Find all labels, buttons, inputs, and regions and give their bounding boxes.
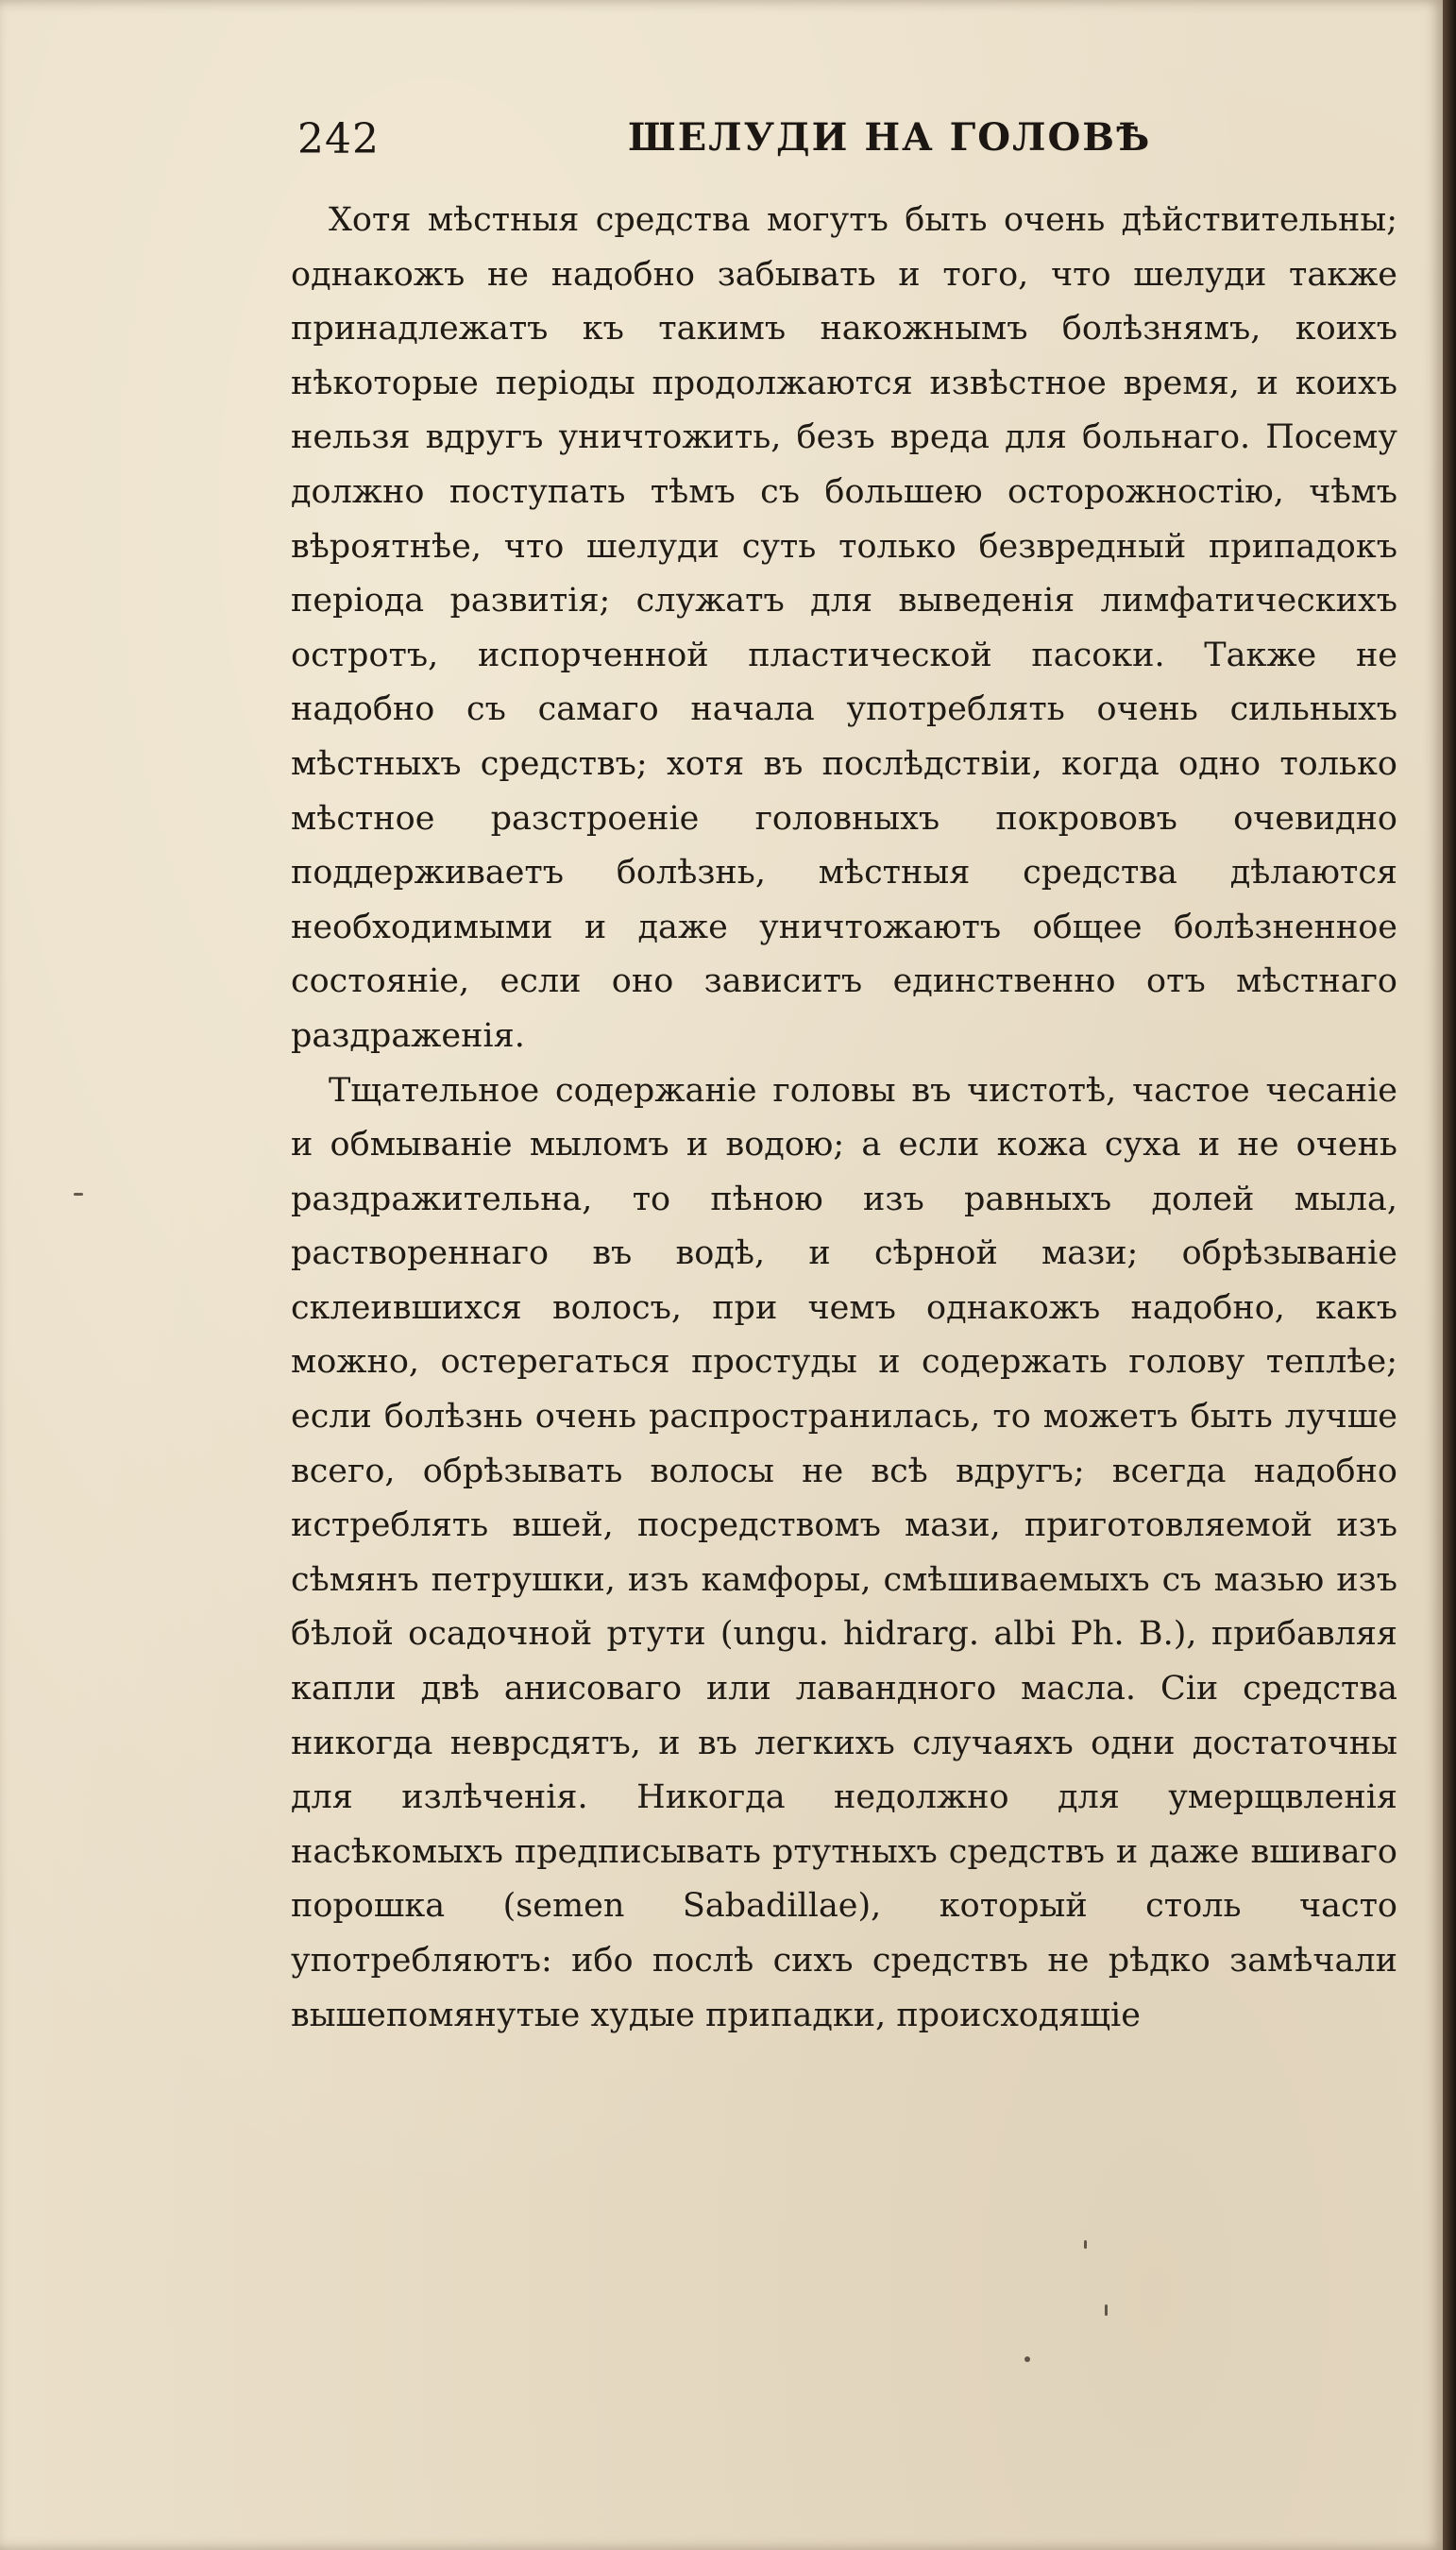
speck [74, 1193, 83, 1196]
paragraph-1: Хотя мѣстныя средства могутъ быть очень дѣйствительны; однакожъ не надобно забывать и того, что шелуди также принадлежатъ къ такимъ накожнымъ болѣзнямъ, коихъ нѣкоторые періоды продолжаются извѣстное время, и коихъ нельзя вдругъ уничтожить, безъ вреда для больнаго. Посему должно поступать тѣмъ съ большею осторожностію, чѣмъ вѣроятнѣе, что шелуди суть только безвредный припадокъ періода развитія; служатъ для выведенія лимфатическихъ остротъ, испорченной пластической пасоки. Также не надобно съ самаго начала употреблять очень сильныхъ мѣстныхъ средствъ; хотя въ послѣдствіи, когда одно только мѣстное разстроеніе головныхъ покрововъ очевидно поддерживаетъ болѣзнь, мѣстныя средства дѣлаются необходимыми и даже уничтожаютъ общее болѣзненное состояніе, если оно зависитъ единственно отъ мѣстнаго раздраженія. [291, 201, 1397, 1055]
running-title: ШЕЛУДИ НА ГОЛОВѢ [628, 115, 1152, 160]
paragraph-2: Тщательное содержаніе головы въ чистотѣ, частое чесаніе и обмываніе мыломъ и водою; а если кожа суха и не очень раздражительна, то пѣною изъ равныхъ долей мыла, раствореннаго въ водѣ, и сѣрной мази; обрѣзываніе склеившихся волосъ, при чемъ однакожъ надобно, какъ можно, остерегаться простуды и содержать голову теплѣе; если болѣзнь очень распространилась, то можетъ быть лучше всего, обрѣзывать волосы не всѣ вдругъ; всегда надобно истреблять вшей, посредствомъ мази, приготовляемой изъ сѣмянъ петрушки, изъ камфоры, смѣшиваемыхъ съ мазью изъ бѣлой осадочной ртути (ungu. hidrarg. albi Ph. B.), прибавляя капли двѣ анисоваго или лавандного масла. Сіи средства никогда неврсдятъ, и въ легкихъ случаяхъ одни достаточны для излѣченія. Никогда недолжно для умерщвленія насѣкомыхъ предписывать ртутныхъ средствъ и даже вшиваго порошка (semen Sabadillae), который столь часто употребляютъ: ибо послѣ сихъ средствъ не рѣдко замѣчали вышепомянутые худые припадки, происходящіе [291, 1071, 1397, 2034]
page-header [297, 115, 1404, 172]
speck [1105, 2304, 1108, 2316]
page-edge [1443, 0, 1456, 2550]
body-text [291, 194, 1397, 2043]
speck [1084, 2240, 1087, 2249]
speck [1024, 2356, 1030, 2362]
page-number: 242 [297, 115, 380, 163]
